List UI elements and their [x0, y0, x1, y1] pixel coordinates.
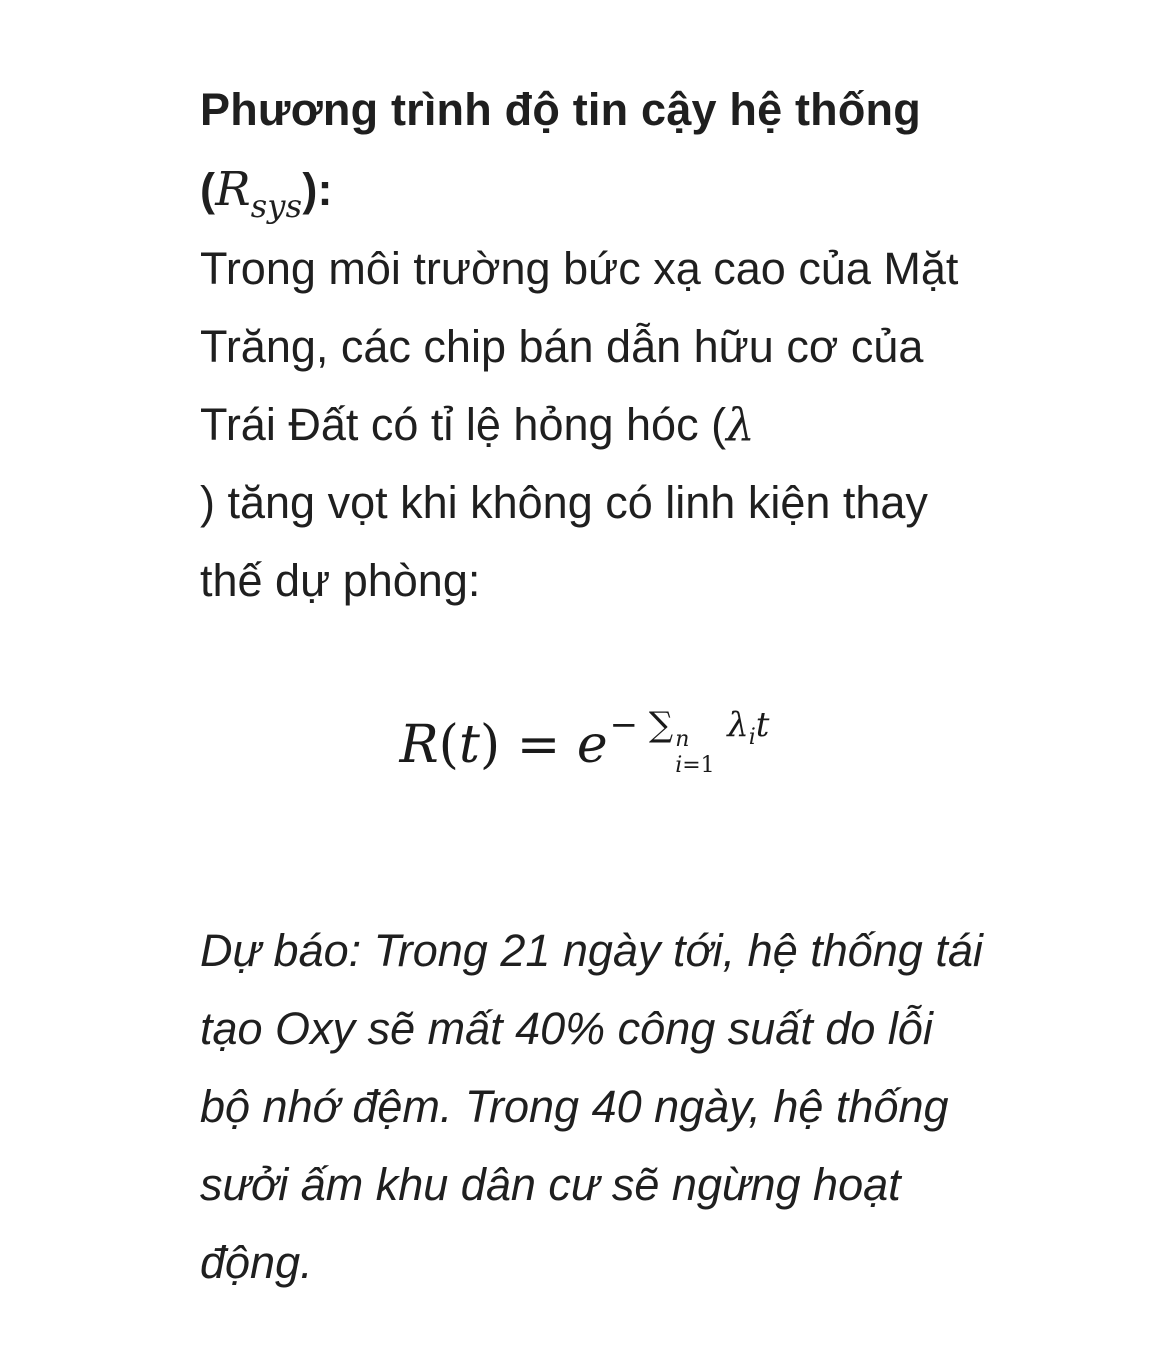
formula-exp-minus: − [609, 705, 639, 745]
formula-lower-limit [675, 721, 714, 811]
formula-equals: = [516, 715, 561, 775]
formula-time-var: t [755, 705, 770, 745]
formula-upper-limit: n [675, 727, 690, 752]
formula-lhs-close-paren: ) [479, 715, 501, 775]
formula-lhs: R [399, 715, 439, 775]
section-heading [200, 70, 990, 230]
formula-rate-index: i [748, 725, 756, 750]
formula-sum-limits [673, 707, 727, 778]
formula-base: e [576, 715, 608, 775]
formula-sum-symbol: ∑ [648, 705, 674, 745]
reliability-symbol-base: R [215, 162, 251, 217]
heading-open-paren: ( [200, 164, 216, 215]
formula-lhs-var: t [458, 715, 480, 775]
formula-rate-symbol: λ [727, 705, 749, 745]
heading-close-paren: ): [302, 164, 333, 215]
formula-exponent [609, 680, 770, 778]
formula-lhs-open-paren: ( [438, 715, 459, 775]
failure-rate-symbol: λ [726, 398, 755, 451]
reliability-formula-block [0, 700, 1169, 790]
document-body [200, 70, 990, 620]
reliability-symbol-subscript: sys [250, 187, 303, 225]
reliability-formula [400, 700, 770, 801]
heading-title: Phương trình độ tin cậy hệ thống [200, 84, 921, 135]
formula-lower-eq: =1 [682, 753, 715, 778]
intro-paragraph [200, 230, 990, 620]
intro-text-before: Trong môi trường bức xạ cao của Mặt Trăng, các chip bán dẫn hữu cơ của Trái Đất có tỉ lệ hỏng hóc ( [200, 243, 959, 450]
forecast-paragraph: Dự báo: Trong 21 ngày tới, hệ thống tái tạo Oxy sẽ mất 40% công suất do lỗi bộ nhớ đệm. Trong 40 ngày, hệ thống sưởi ấm khu dân cư sẽ ngừng hoạt động. [200, 925, 983, 1288]
intro-text-after: ) tăng vọt khi không có linh kiện thay thế dự phòng: [200, 477, 928, 606]
formula-lower-index: i [675, 753, 683, 778]
reliability-symbol [215, 162, 303, 225]
